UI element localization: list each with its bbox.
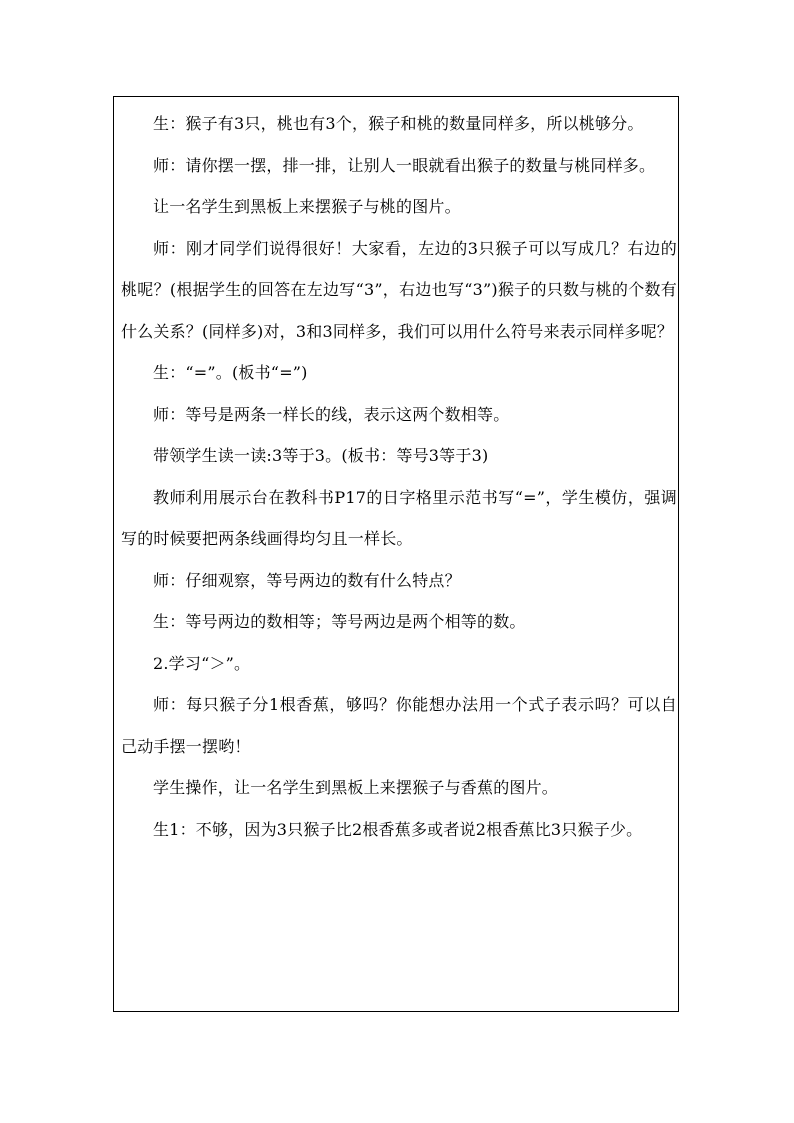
- paragraph-student-blackboard: 让一名学生到黑板上来摆猴子与桃的图片。: [153, 197, 461, 216]
- paragraph-student-operate: 学生操作，让一名学生到黑板上来摆猴子与香蕉的图片。: [153, 778, 559, 797]
- paragraph-student-observe: 生：等号两边的数相等；等号两边是两个相等的数。: [153, 612, 526, 631]
- section-heading-greater-than: 2.学习“＞”。: [153, 653, 251, 673]
- lesson-content: [121, 103, 677, 850]
- paragraph-teacher-bananas: 师：每只猴子分1根香蕉，够吗？你能想办法用一个式子表示吗？可以自己动手摆一摆哟！: [121, 695, 677, 756]
- paragraph-student1-answer: 生1：不够，因为3只猴子比2根香蕉多或者说2根香蕉比3只猴子少。: [153, 819, 643, 839]
- paragraph-student-answer: 生：猴子有3只，桃也有3个，猴子和桃的数量同样多，所以桃够分。: [153, 114, 644, 133]
- paragraph-read-aloud: 带领学生读一读:3等于3。(板书：等号3等于3): [153, 446, 489, 465]
- paragraph-student-equals: 生：“=”。(板书“=”): [153, 363, 308, 382]
- paragraph-teacher-question: 师：刚才同学们说得很好！大家看，左边的3只猴子可以写成几？右边的桃呢？(根据学生的回答在左边写“3”，右边也写“3”)猴子的只数与桃的个数有什么关系？(同样多)对，3和3同样多，我们可以用什么符号来表示同样多呢？: [121, 238, 677, 341]
- lesson-table-cell: [113, 96, 679, 1012]
- paragraph-teacher-observe: 师：仔细观察，等号两边的数有什么特点？: [153, 570, 461, 590]
- paragraph-teacher-equals-meaning: 师：等号是两条一样长的线，表示这两个数相等。: [153, 404, 510, 424]
- paragraph-writing-demo: 教师利用展示台在教科书P17的日字格里示范书写“=”，学生模仿，强调写的时候要把两条线画得均匀且一样长。: [121, 487, 677, 548]
- paragraph-teacher-arrange: 师：请你摆一摆，排一排，让别人一眼就看出猴子的数量与桃同样多。: [153, 155, 656, 175]
